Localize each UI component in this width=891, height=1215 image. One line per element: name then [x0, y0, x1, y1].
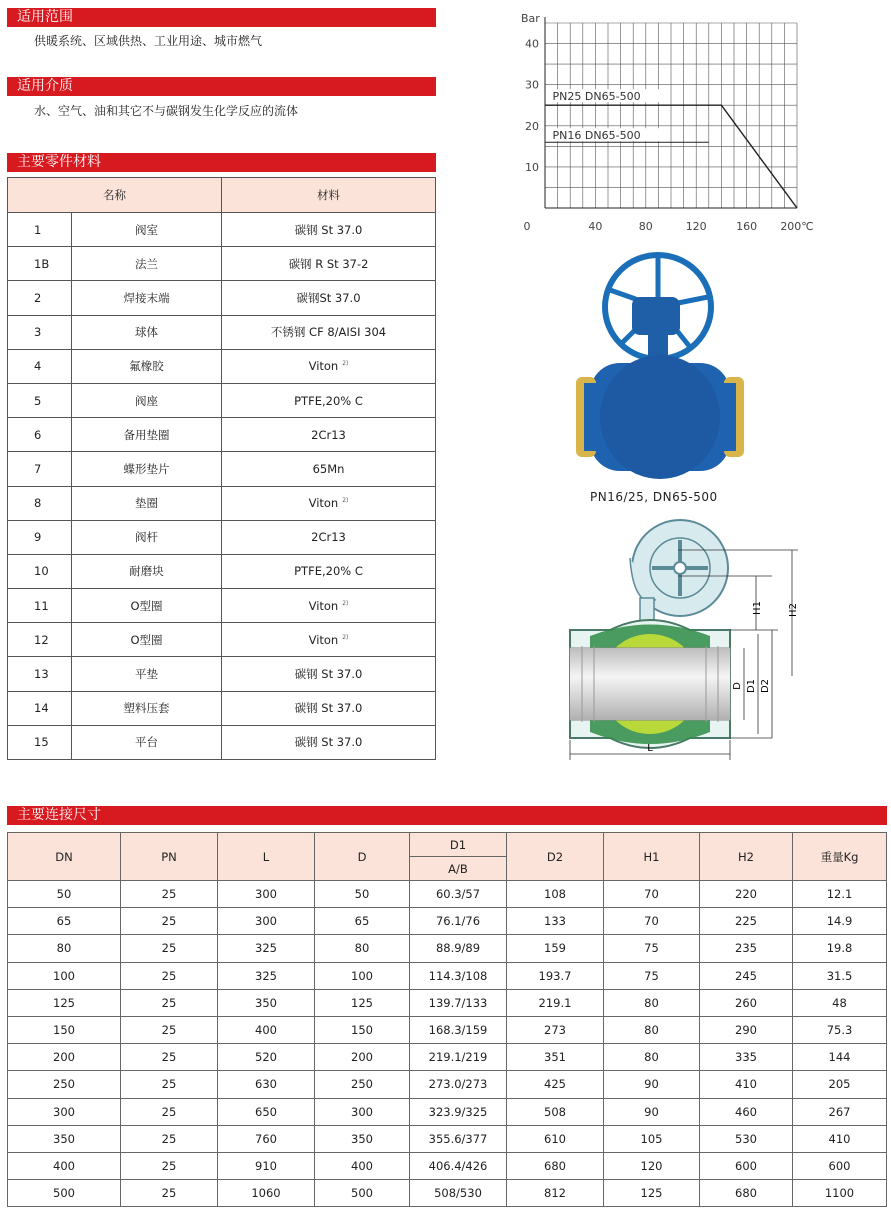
materials-header-name: 名称: [8, 178, 222, 213]
x-tick-label: 200℃: [780, 220, 814, 233]
materials-cell-material-text: 碳钢 R St 37-2: [288, 256, 369, 271]
dim-cell-d2: 680: [507, 1152, 604, 1179]
dim-header-dn: DN: [8, 833, 121, 881]
dim-cell-d1: 323.9/325: [410, 1098, 507, 1125]
dimensions-table-body: [8, 881, 887, 1207]
dim-cell-h2: 410: [700, 1071, 793, 1098]
dim-cell-l: 350: [218, 989, 315, 1016]
materials-cell-material: [222, 486, 436, 520]
pressure-temperature-chart: [515, 8, 835, 238]
materials-cell-name: 平台: [72, 725, 222, 759]
materials-cell-no: 9: [8, 520, 72, 554]
x-tick-label: 0: [523, 220, 531, 233]
dim-cell-l: 325: [218, 935, 315, 962]
dim-cell-d: 80: [315, 935, 410, 962]
materials-cell-name: 氟橡胶: [72, 349, 222, 383]
dim-cell-l: 1060: [218, 1180, 315, 1207]
materials-cell-material: [222, 657, 436, 691]
dim-cell-h1: 120: [604, 1152, 700, 1179]
dim-cell-d2: 508: [507, 1098, 604, 1125]
dim-cell-d: 50: [315, 881, 410, 908]
dim-cell-weight: 48: [793, 989, 887, 1016]
materials-cell-material-text: Viton: [308, 359, 339, 374]
dim-cell-h1: 75: [604, 935, 700, 962]
dim-cell-h2: 680: [700, 1180, 793, 1207]
dim-cell-l: 300: [218, 881, 315, 908]
materials-cell-material: [222, 452, 436, 486]
materials-cell-material-text: 碳钢 St 37.0: [294, 735, 363, 750]
dimensions-row: [8, 1125, 887, 1152]
materials-cell-material-text: 碳钢 St 37.0: [294, 701, 363, 716]
materials-row: [8, 383, 436, 417]
dim-cell-l: 400: [218, 1016, 315, 1043]
dim-cell-d: 65: [315, 908, 410, 935]
materials-cell-name: 塑料压套: [72, 691, 222, 725]
dim-cell-weight: 19.8: [793, 935, 887, 962]
materials-cell-name: 法兰: [72, 247, 222, 281]
materials-row: [8, 554, 436, 588]
dim-cell-dn: 100: [8, 962, 121, 989]
section-header-medium: 适用介质: [7, 77, 436, 96]
footnote-mark: 2): [342, 497, 349, 505]
dim-header-l: L: [218, 833, 315, 881]
dim-cell-l: 760: [218, 1125, 315, 1152]
y-tick-label: 30: [525, 78, 539, 92]
materials-row: [8, 589, 436, 623]
dim-cell-pn: 25: [121, 962, 218, 989]
dim-cell-h1: 75: [604, 962, 700, 989]
materials-cell-material-text: 碳钢St 37.0: [296, 290, 361, 305]
x-tick-label: 160: [736, 220, 758, 233]
dim-cell-h2: 530: [700, 1125, 793, 1152]
dim-cell-pn: 25: [121, 1125, 218, 1152]
materials-cell-name: 蝶形垫片: [72, 452, 222, 486]
dim-cell-pn: 25: [121, 935, 218, 962]
x-tick-label: 40: [588, 220, 603, 233]
materials-row: [8, 486, 436, 520]
dim-cell-d1: 355.6/377: [410, 1125, 507, 1152]
dimensions-row: [8, 1152, 887, 1179]
dim-cell-d1: 168.3/159: [410, 1016, 507, 1043]
materials-cell-material: [222, 349, 436, 383]
dim-cell-l: 325: [218, 962, 315, 989]
materials-cell-no: 2: [8, 281, 72, 315]
materials-cell-material-text: 碳钢 St 37.0: [294, 667, 363, 682]
materials-cell-no: 4: [8, 349, 72, 383]
dim-cell-h1: 70: [604, 881, 700, 908]
dim-cell-l: 630: [218, 1071, 315, 1098]
dim-header-h2: H2: [700, 833, 793, 881]
y-tick-label: 40: [525, 37, 539, 51]
materials-cell-name: 焊接末端: [72, 281, 222, 315]
materials-cell-name: O型圈: [72, 623, 222, 657]
dim-label-d2: D2: [760, 678, 771, 694]
series-label-pn25: PN25 DN65-500: [552, 90, 641, 104]
materials-cell-no: 11: [8, 589, 72, 623]
dim-cell-h1: 90: [604, 1098, 700, 1125]
dim-cell-h2: 235: [700, 935, 793, 962]
dim-cell-d2: 273: [507, 1016, 604, 1043]
dim-cell-d: 500: [315, 1180, 410, 1207]
materials-cell-name: O型圈: [72, 589, 222, 623]
materials-cell-material: [222, 691, 436, 725]
dimensions-row: [8, 1098, 887, 1125]
dim-cell-pn: 25: [121, 881, 218, 908]
dim-header-d: D: [315, 833, 410, 881]
dim-cell-h2: 220: [700, 881, 793, 908]
dim-cell-dn: 50: [8, 881, 121, 908]
dim-cell-weight: 205: [793, 1071, 887, 1098]
materials-cell-no: 7: [8, 452, 72, 486]
dim-cell-d1: 219.1/219: [410, 1044, 507, 1071]
materials-cell-material-text: PTFE,20% C: [294, 564, 363, 579]
dim-cell-pn: 25: [121, 989, 218, 1016]
materials-row: [8, 520, 436, 554]
dim-cell-pn: 25: [121, 1098, 218, 1125]
dimensions-row: [8, 1071, 887, 1098]
materials-cell-name: 阀座: [72, 383, 222, 417]
dim-cell-d: 350: [315, 1125, 410, 1152]
section-header-dimensions: 主要连接尺寸: [7, 806, 887, 825]
y-axis-label: Bar: [521, 12, 540, 25]
dim-cell-h2: 460: [700, 1098, 793, 1125]
materials-cell-no: 15: [8, 725, 72, 759]
materials-header-material: 材料: [222, 178, 436, 213]
materials-cell-material-text: 2Cr13: [311, 427, 346, 442]
dim-cell-weight: 12.1: [793, 881, 887, 908]
dim-cell-d1: 139.7/133: [410, 989, 507, 1016]
materials-cell-material-text: 碳钢 St 37.0: [294, 222, 363, 237]
dim-cell-dn: 150: [8, 1016, 121, 1043]
materials-cell-material: [222, 554, 436, 588]
section-header-materials: 主要零件材料: [7, 153, 436, 172]
dim-header-d2: D2: [507, 833, 604, 881]
application-text: 供暖系统、区域供热、工业用途、城市燃气: [34, 34, 263, 48]
dim-label-h1: H1: [752, 601, 763, 615]
dim-cell-h1: 80: [604, 1016, 700, 1043]
dim-cell-d2: 425: [507, 1071, 604, 1098]
section-header-application: 适用范围: [7, 8, 436, 27]
dim-cell-d1: 406.4/426: [410, 1152, 507, 1179]
materials-cell-name: 备用垫圈: [72, 418, 222, 452]
dim-cell-weight: 410: [793, 1125, 887, 1152]
dim-cell-h2: 335: [700, 1044, 793, 1071]
dimensions-row: [8, 881, 887, 908]
materials-cell-name: 耐磨块: [72, 554, 222, 588]
dim-cell-d: 125: [315, 989, 410, 1016]
dim-cell-h2: 225: [700, 908, 793, 935]
materials-cell-no: 6: [8, 418, 72, 452]
materials-cell-no: 1B: [8, 247, 72, 281]
dim-cell-dn: 350: [8, 1125, 121, 1152]
dim-cell-h2: 260: [700, 989, 793, 1016]
dim-cell-d2: 351: [507, 1044, 604, 1071]
materials-cell-material: [222, 383, 436, 417]
dimensions-row: [8, 1044, 887, 1071]
dimensions-table: [7, 832, 887, 1207]
materials-cell-material: [222, 213, 436, 247]
dim-cell-d1: 273.0/273: [410, 1071, 507, 1098]
dim-cell-d: 100: [315, 962, 410, 989]
materials-cell-material: [222, 520, 436, 554]
valve-caption: PN16/25, DN65-500: [590, 490, 718, 504]
dim-cell-h2: 290: [700, 1016, 793, 1043]
materials-cell-material: [222, 247, 436, 281]
dim-cell-weight: 267: [793, 1098, 887, 1125]
dim-cell-d1: 76.1/76: [410, 908, 507, 935]
dim-cell-h1: 90: [604, 1071, 700, 1098]
dim-cell-dn: 80: [8, 935, 121, 962]
dim-cell-d1: 88.9/89: [410, 935, 507, 962]
materials-cell-no: 14: [8, 691, 72, 725]
x-tick-label: 80: [638, 220, 653, 233]
dim-cell-dn: 125: [8, 989, 121, 1016]
materials-cell-material-text: Viton: [308, 496, 339, 511]
dim-cell-d: 400: [315, 1152, 410, 1179]
materials-cell-no: 3: [8, 315, 72, 349]
dim-cell-h2: 245: [700, 962, 793, 989]
dim-cell-dn: 200: [8, 1044, 121, 1071]
materials-cell-name: 阀室: [72, 213, 222, 247]
dim-cell-d1: 114.3/108: [410, 962, 507, 989]
dim-cell-h1: 80: [604, 989, 700, 1016]
materials-cell-material: [222, 281, 436, 315]
x-tick-label: 120: [685, 220, 707, 233]
dimensions-row: [8, 908, 887, 935]
materials-table: [7, 177, 436, 760]
materials-cell-no: 1: [8, 213, 72, 247]
materials-row: [8, 725, 436, 759]
materials-cell-material-text: Viton: [308, 598, 339, 613]
materials-row: [8, 623, 436, 657]
dimensions-row: [8, 989, 887, 1016]
materials-row: [8, 213, 436, 247]
dim-cell-d2: 193.7: [507, 962, 604, 989]
footnote-mark: 2): [342, 599, 349, 607]
dim-cell-l: 520: [218, 1044, 315, 1071]
materials-cell-name: 平垫: [72, 657, 222, 691]
dim-cell-d2: 108: [507, 881, 604, 908]
materials-cell-no: 5: [8, 383, 72, 417]
materials-cell-material-text: 65Mn: [312, 461, 345, 476]
dim-cell-h2: 600: [700, 1152, 793, 1179]
dim-cell-d1: 508/530: [410, 1180, 507, 1207]
materials-row: [8, 247, 436, 281]
materials-row: [8, 657, 436, 691]
dim-header-d1-sub: A/B: [410, 857, 507, 881]
dim-cell-l: 910: [218, 1152, 315, 1179]
dim-cell-d: 250: [315, 1071, 410, 1098]
materials-row: [8, 281, 436, 315]
valve-product-image: [570, 245, 750, 490]
dimensions-row: [8, 1016, 887, 1043]
materials-row: [8, 418, 436, 452]
materials-table-body: [8, 213, 436, 760]
dim-cell-l: 650: [218, 1098, 315, 1125]
dim-cell-pn: 25: [121, 1016, 218, 1043]
dim-cell-h1: 125: [604, 1180, 700, 1207]
materials-cell-name: 垫圈: [72, 486, 222, 520]
dim-cell-h1: 70: [604, 908, 700, 935]
materials-cell-material: [222, 725, 436, 759]
materials-cell-material-text: PTFE,20% C: [294, 393, 363, 408]
series-label-pn16: PN16 DN65-500: [552, 129, 641, 143]
materials-cell-material: [222, 418, 436, 452]
materials-cell-no: 10: [8, 554, 72, 588]
dim-cell-pn: 25: [121, 1152, 218, 1179]
dim-cell-weight: 14.9: [793, 908, 887, 935]
footnote-mark: 2): [342, 360, 349, 368]
materials-cell-no: 13: [8, 657, 72, 691]
dim-cell-d: 150: [315, 1016, 410, 1043]
dim-cell-d2: 133: [507, 908, 604, 935]
materials-cell-material-text: 2Cr13: [311, 530, 346, 545]
dim-header-pn: PN: [121, 833, 218, 881]
materials-row: [8, 349, 436, 383]
dim-cell-dn: 400: [8, 1152, 121, 1179]
footnote-mark: 2): [342, 633, 349, 641]
dim-cell-weight: 600: [793, 1152, 887, 1179]
dim-cell-d2: 219.1: [507, 989, 604, 1016]
dim-cell-pn: 25: [121, 1180, 218, 1207]
materials-cell-material: [222, 589, 436, 623]
dim-cell-d1: 60.3/57: [410, 881, 507, 908]
dim-header-d1: D1: [410, 833, 507, 857]
y-tick-label: 20: [525, 119, 539, 133]
materials-cell-name: 阀杆: [72, 520, 222, 554]
y-tick-label: 10: [525, 160, 539, 174]
materials-row: [8, 691, 436, 725]
dim-header-h1: H1: [604, 833, 700, 881]
dim-cell-d: 300: [315, 1098, 410, 1125]
materials-cell-material-text: Viton: [308, 632, 339, 647]
dim-cell-d2: 159: [507, 935, 604, 962]
dim-cell-dn: 250: [8, 1071, 121, 1098]
materials-cell-no: 8: [8, 486, 72, 520]
materials-cell-material: [222, 315, 436, 349]
dim-cell-dn: 65: [8, 908, 121, 935]
dim-cell-h1: 80: [604, 1044, 700, 1071]
dim-cell-pn: 25: [121, 1071, 218, 1098]
dimensions-row: [8, 1180, 887, 1207]
dim-label-l: L: [647, 743, 653, 754]
dim-cell-weight: 75.3: [793, 1016, 887, 1043]
dim-cell-h1: 105: [604, 1125, 700, 1152]
materials-cell-no: 12: [8, 623, 72, 657]
dim-header-weight: 重量Kg: [793, 833, 887, 881]
dim-cell-d2: 812: [507, 1180, 604, 1207]
materials-cell-material-text: 不锈钢 CF 8/AISI 304: [270, 325, 387, 340]
dim-cell-l: 300: [218, 908, 315, 935]
dimensions-row: [8, 962, 887, 989]
dim-cell-d2: 610: [507, 1125, 604, 1152]
dim-cell-weight: 31.5: [793, 962, 887, 989]
dim-label-h2: H2: [788, 603, 799, 617]
materials-row: [8, 452, 436, 486]
materials-cell-material: [222, 623, 436, 657]
dim-cell-pn: 25: [121, 908, 218, 935]
dim-cell-dn: 300: [8, 1098, 121, 1125]
dim-cell-dn: 500: [8, 1180, 121, 1207]
materials-row: [8, 315, 436, 349]
materials-cell-name: 球体: [72, 315, 222, 349]
valve-section-drawing: [560, 518, 810, 763]
dim-label-d1: D1: [746, 678, 757, 694]
dim-cell-weight: 144: [793, 1044, 887, 1071]
dim-cell-pn: 25: [121, 1044, 218, 1071]
dim-cell-d: 200: [315, 1044, 410, 1071]
medium-text: 水、空气、油和其它不与碳钢发生化学反应的流体: [34, 104, 299, 118]
dim-cell-weight: 1100: [793, 1180, 887, 1207]
dim-label-d: D: [732, 682, 743, 690]
dimensions-row: [8, 935, 887, 962]
